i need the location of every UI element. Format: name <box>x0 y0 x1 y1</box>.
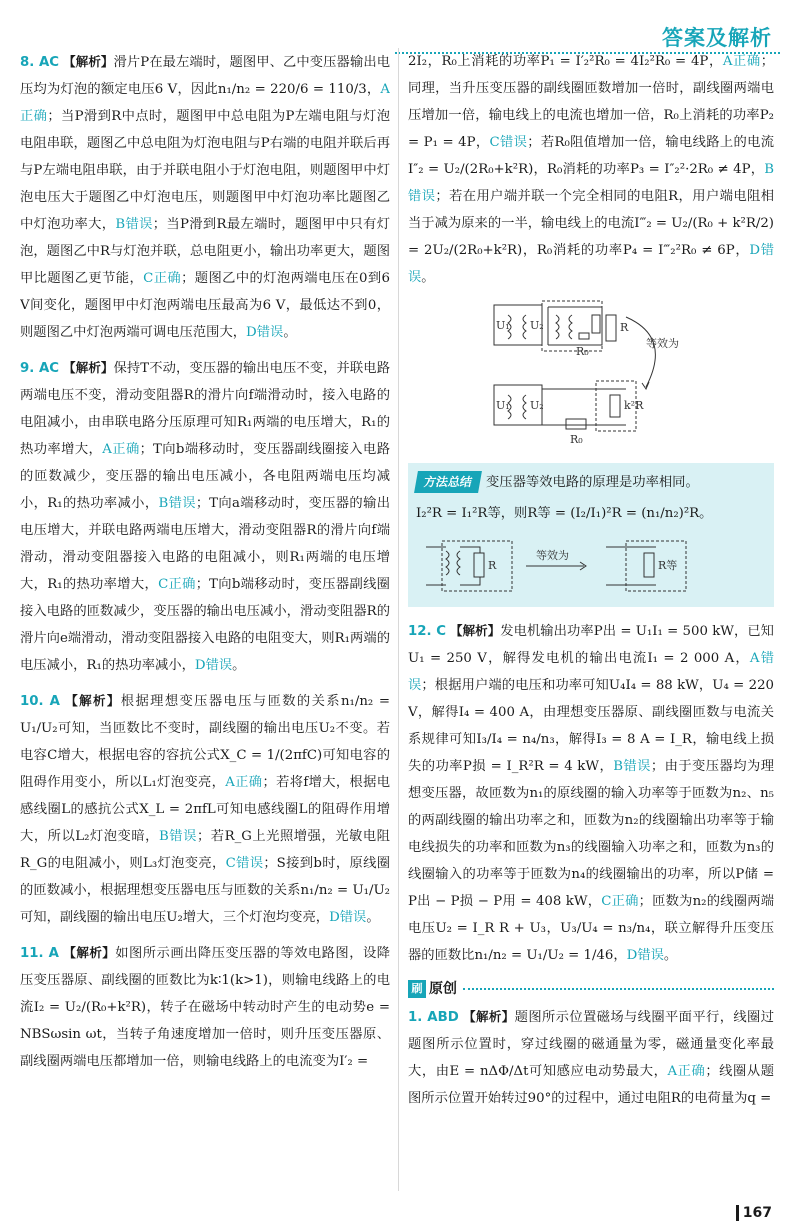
answer-original-1 <box>408 1003 774 1112</box>
answer-text: ；线圈从题图所示位置开始转过90°的过程中，通过电阻R的电荷量为q = <box>408 1064 774 1106</box>
verdict: C正确 <box>143 271 182 286</box>
u1-label: U₁ <box>496 319 510 332</box>
verdict: B错误 <box>158 496 196 511</box>
answer-text: ；S接到b时，原线圈的匝数减小，根据理想变压器电压与匝数的关系n₁/n₂ = U₁/U₂可知，副线圈的输出电压U₂增大，三个灯泡均变亮， <box>20 856 390 925</box>
u2-label: U₂ <box>530 319 544 332</box>
verdict: B错误 <box>159 829 197 844</box>
answer-11-continued <box>408 48 774 291</box>
verdict: D错误 <box>408 243 774 285</box>
method-req-label: R等 <box>658 559 678 572</box>
verdict: A正确 <box>102 442 140 457</box>
verdict: B错误 <box>613 759 651 774</box>
answer-text: 滑片P在最左端时，题图甲、乙中变压器输出电压均为灯泡的额定电压6 V，因此n₁/n₂ = 220/6 = 110/3， <box>20 55 390 97</box>
page-number: 167 <box>736 1205 772 1221</box>
analysis-tag: 【解析】 <box>462 1009 515 1024</box>
r0-label-bottom: R₀ <box>570 433 583 446</box>
answer-text: ；若在用户端并联一个完全相同的电阻R，用户端电阻相当于减为原来的一半，输电线上的电流I‴₂ = U₂/(R₀ + k²R/2) = 2U₂/(2R₀+k²R)，R₀消耗的功率P₄ = I‴₂²R₀ ≠ 6P， <box>408 189 774 258</box>
verdict: D错误 <box>246 325 284 340</box>
section-dotted-rule <box>463 988 774 990</box>
verdict: C正确 <box>601 894 639 909</box>
answer-10 <box>20 687 390 931</box>
answer-text: ；当P滑到R中点时，题图甲中总电阻为P左端电阻与灯泡电阻串联，题图乙中总电阻为灯泡电阻与P右端的电阻并联后再与P左端电阻串联，由于并联电阻小于灯泡电阻，则题图甲中灯泡电压大于题图乙中灯泡电压，则题图甲中灯泡功率比题图乙中灯泡功率大， <box>20 109 390 232</box>
answer-12 <box>408 617 774 969</box>
equiv-arrow <box>626 317 655 387</box>
answer-label: 10. A <box>20 694 60 709</box>
answer-text: ；同理，当升压变压器的副线圈匝数增加一倍时，副线圈两端电压增加一倍，输电线上的电流也增加一倍，R₀上消耗的功率P₂ = P₁ = 4P， <box>408 54 774 150</box>
answer-9 <box>20 354 390 679</box>
answer-text: ；T向a端移动时，变压器的输出电压增大，并联电路两端电压增大，滑动变阻器R的滑片向f端滑动，滑动变阻器接入电路的电阻减小，则R₁两端的电压增大，R₁的热功率增大， <box>20 496 390 592</box>
analysis-tag: 【解析】 <box>63 693 121 708</box>
analysis-tag: 【解析】 <box>63 54 114 69</box>
r0-label: R₀ <box>576 345 589 358</box>
section-header-title: 答案及解析 <box>662 26 772 50</box>
answer-label: 12. C <box>408 624 446 639</box>
right-column <box>408 48 774 1191</box>
answer-text: ；T向b端移动时，变压器副线圈接入电路的匝数减少，变压器的输出电压减小，各电阻两端电压均减小，R₁的热功率减小， <box>20 442 390 511</box>
verdict: B错误 <box>408 162 774 204</box>
answer-label: 11. A <box>20 946 59 961</box>
answer-8 <box>20 48 390 346</box>
method-badge: 方法总结 <box>414 471 482 493</box>
verdict: A正确 <box>20 82 390 124</box>
method-diagram-svg <box>416 533 716 599</box>
verdict: C错误 <box>489 135 528 150</box>
left-column <box>20 48 390 1191</box>
answer-text: ；当P滑到R最左端时，题图甲中只有灯泡，题图乙中R与灯泡并联，总电阻更小，输出功率更大，题图甲比题图乙更节能， <box>20 217 390 286</box>
equivalent-circuit-diagram <box>486 297 686 455</box>
verdict: D错误 <box>194 658 233 673</box>
section-badge: 刷 <box>408 980 426 998</box>
analysis-tag: 【解析】 <box>450 623 501 638</box>
verdict: C错误 <box>225 856 264 871</box>
sentence-end: 。 <box>366 910 380 925</box>
answer-11 <box>20 939 390 1075</box>
verdict: A错误 <box>408 651 774 693</box>
verdict: A正确 <box>225 775 263 790</box>
answer-text: 如图所示画出降压变压器的等效电路图，设降压变压器原、副线圈的匝数比为k∶1(k>1)，则输电线路上的电流I₂ = U₂/(R₀+k²R)，转子在磁场中转动时产生的电动势e = NBSωsin ωt，当转子角速度增加一倍时，则升压变压器原、副线圈两端电压都增加一倍，则输电线路上的电流变为I′₂ = <box>20 946 390 1069</box>
answer-text: ；T向b端移动时，变压器副线圈接入电路的匝数减少，变压器的输出电压减小，滑动变阻器R的滑片向e端滑动，滑动变阻器接入电路的电阻变大，则R₁两端的电压减小，R₁的热功率减小， <box>20 577 390 673</box>
verdict: A正确 <box>667 1064 706 1079</box>
k2r-label: k²R <box>624 399 644 412</box>
method-summary-box <box>408 463 774 607</box>
answer-text: ；若将f增大，根据电感线圈L的感抗公式X_L = 2πfL可知电感线圈L的阻碍作用增大，所以L₂灯泡变暗， <box>20 775 390 844</box>
top-circuit <box>494 301 616 351</box>
answer-label: 1. ABD <box>408 1010 459 1025</box>
sentence-end: 。 <box>283 325 297 340</box>
answer-label: 8. AC <box>20 55 60 70</box>
answer-text: 保持T不动，变压器的输出电压不变，并联电路两端电压不变，滑动变阻器R的滑片向f端滑动时，接入电路的电阻减小，由串联电路分压原理可知R₁两端的电压增大，R₁的热功率增大， <box>20 361 390 457</box>
answer-text: ；若R_G上光照增强，光敏电阻R_G的电阻减小，则L₃灯泡变亮， <box>20 829 390 871</box>
column-divider <box>398 48 399 1191</box>
method-equiv-label: 等效为 <box>536 549 569 562</box>
answer-text: ；由于变压器均为理想变压器，故匝数为n₁的原线圈的输入功率等于匝数为n₂、n₅的两副线圈的输出功率之和，匝数为n₂的线圈输出功率等于输电线损失的功率和匝数为n₃的线圈输入功率之和，匝数为n₃的线圈输入的功率等于匝数为n₄的线圈输出的功率，所以P储 = P出 − P损 − P用 = 408 kW， <box>408 759 774 909</box>
u2-label-bottom: U₂ <box>530 399 544 412</box>
r-label: R <box>620 321 629 334</box>
method-text: 变压器等效电路的原理是功率相同。 <box>486 475 699 490</box>
answer-text: ；根据用户端的电压和功率可知U₄I₄ = 88 kW，U₄ = 220 V，解得I₄ = 400 A，由理想变压器原、副线圈匝数与电流关系规律可知I₃/I₄ = n₄/n₃，解得I₃ = 8 A = I_R，输电线上损失的功率P损 = I_R²R = 4 kW， <box>408 678 774 774</box>
bottom-circuit <box>494 381 636 431</box>
answer-label: 9. AC <box>20 361 60 376</box>
answer-text: 发电机输出功率P出 = U₁I₁ = 500 kW，已知U₁ = 250 V，解得发电机的输出电流I₁ = 2 000 A， <box>408 624 774 666</box>
verdict: B错误 <box>115 217 153 232</box>
original-section-heading <box>408 977 774 1001</box>
verdict: A正确 <box>722 54 761 69</box>
analysis-tag: 【解析】 <box>63 360 114 375</box>
answer-text: ；题图乙中的灯泡两端电压在0到6 V间变化，题图甲中灯泡两端电压最高为6 V，最低达不到0，则题图乙中灯泡两端可调电压范围大， <box>20 271 390 340</box>
circuit-svg <box>486 297 686 455</box>
sentence-end: 。 <box>232 658 246 673</box>
answer-text: 题图所示位置磁场与线圈平面平行，线圈过题图所示位置时，穿过线圈的磁通量为零，磁通量变化率最大，由E = nΔΦ/Δt可知感应电动势最大， <box>408 1010 774 1079</box>
analysis-tag: 【解析】 <box>62 945 116 960</box>
method-r-label: R <box>488 559 497 572</box>
sentence-end: 。 <box>421 270 435 285</box>
verdict: C正确 <box>158 577 196 592</box>
equiv-label: 等效为 <box>646 337 679 350</box>
section-title: 原创 <box>429 981 457 997</box>
u1-label-bottom: U₁ <box>496 399 510 412</box>
sentence-end: 。 <box>663 948 678 963</box>
answer-text: 2I₂，R₀上消耗的功率P₁ = I′₂²R₀ = 4I₂²R₀ = 4P， <box>408 54 723 69</box>
verdict: D错误 <box>626 948 664 963</box>
answer-text: 根据理想变压器电压与匝数的关系n₁/n₂ = U₁/U₂可知，当匝数比不变时，副线圈的输出电压U₂不变。若电容C增大，根据电容的容抗公式X_C = 1/(2πfC)可知电容的阻碍作用变小，所以L₁灯泡变亮， <box>20 694 390 790</box>
verdict: D错误 <box>329 910 367 925</box>
answer-text: ；匝数为n₂的线圈两端电压U₂ = I_R R + U₃，U₃/U₄ = n₃/n₄，联立解得升压变压器的匝数比n₁/n₂ = U₁/U₂ = 1/46， <box>408 894 774 963</box>
method-diagram <box>416 533 766 599</box>
method-formula: I₂²R = I₁²R等，则R等 = (I₂/I₁)²R = (n₁/n₂)²R。 <box>416 506 713 521</box>
answer-text: ；若R₀阻值增加一倍，输电线路上的电流I″₂ = U₂/(2R₀+k²R)，R₀消耗的功率P₃ = I″₂²·2R₀ ≠ 4P， <box>408 135 774 177</box>
